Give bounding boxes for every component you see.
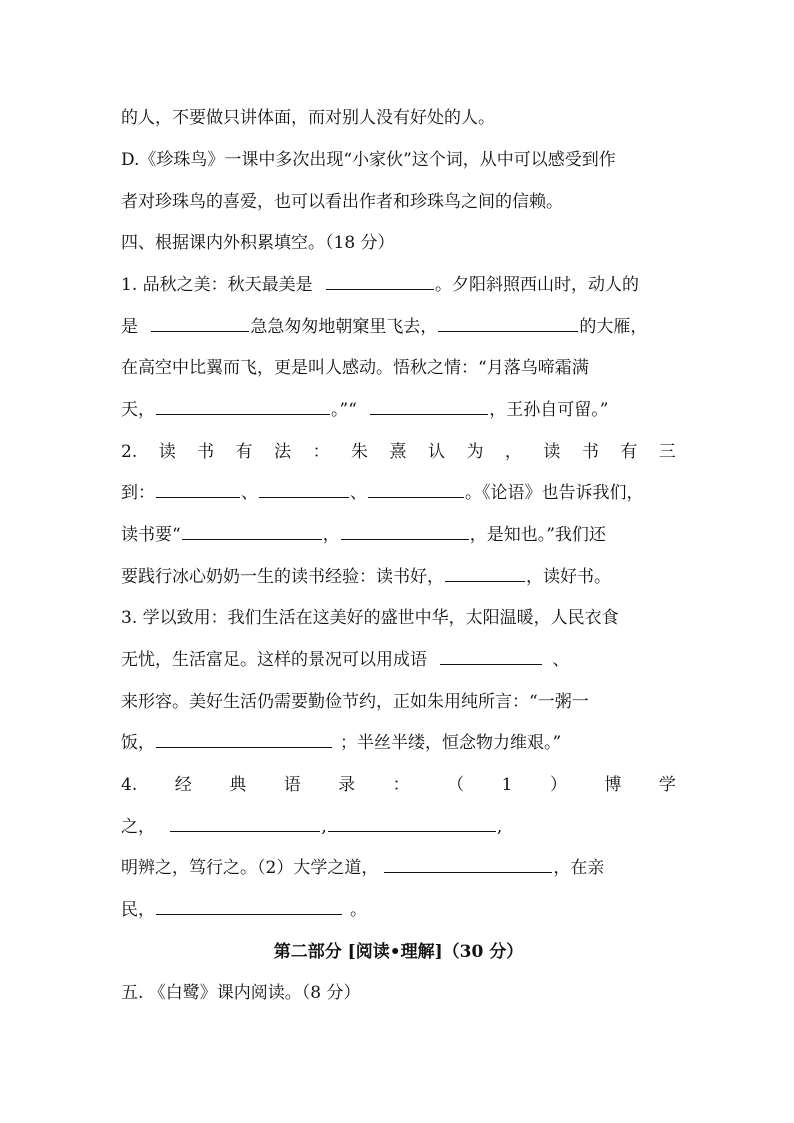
q3-line-1: 3. 学以致用：我们生活在这美好的盛世中华，太阳温暖，人民衣食 <box>121 608 619 628</box>
answer-blank[interactable] <box>438 315 578 332</box>
section-four-heading: 四、根据课内外积累填空。（18 分） <box>121 233 395 253</box>
answer-blank[interactable] <box>445 565 525 582</box>
q4-line-4 <box>121 898 676 922</box>
q4-line-1 <box>121 773 676 797</box>
option-d-line-1: D.《珍珠鸟》一课中多次出现“小家伙”这个词，从中可以感受到作 <box>121 150 616 170</box>
q2-text-b: 、 <box>241 483 258 503</box>
q4-text-a: 之， <box>121 817 155 837</box>
q2-token: 有 <box>620 442 638 462</box>
answer-blank[interactable] <box>440 648 542 665</box>
answer-blank[interactable] <box>384 856 552 873</box>
q2-text-h: 要践行冰心奶奶一生的读书经验：读书好， <box>121 567 444 587</box>
q4-token: 博 <box>604 775 622 795</box>
q1-text-d: 急急匆匆地朝窠里飞去， <box>250 317 438 337</box>
answer-blank[interactable] <box>370 398 488 415</box>
option-d-line-2: 者对珍珠鸟的喜爱，也可以看出作者和珍珠鸟之间的信赖。 <box>121 192 563 212</box>
answer-blank[interactable] <box>156 398 330 415</box>
q2-token: 书 <box>581 442 599 462</box>
q2-text-a: 到： <box>121 483 155 503</box>
q2-token: 三 <box>658 442 676 462</box>
q1-text-a: 1. 品秋之美：秋天最美是 <box>121 275 313 295</box>
q4-token: ： <box>392 775 410 795</box>
answer-blank[interactable] <box>170 815 320 832</box>
q4-token: （ <box>447 775 465 795</box>
answer-blank[interactable] <box>156 731 332 748</box>
q3-line-3: 来形容。美好生活仍需要勤俭节约，正如朱用纯所言：“一粥一 <box>121 692 589 712</box>
q2-text-g: ，是知也。”我们还 <box>469 525 606 545</box>
q2-token: 朱 <box>351 442 369 462</box>
q1-text-b: 。夕阳斜照西山时，动人的 <box>435 275 640 295</box>
text-line: 的人，不要做只讲体面，而对别人没有好处的人。 <box>121 108 495 128</box>
q2-line-3 <box>121 523 676 547</box>
q2-token: ， <box>504 442 522 462</box>
q2-token: 2. <box>121 442 138 462</box>
q3-text-c: 、 <box>552 650 570 670</box>
q3-text-b: 无忧，生活富足。这样的景况可以用成语 <box>121 650 427 670</box>
q3-line-4 <box>121 731 676 755</box>
answer-blank[interactable] <box>328 815 496 832</box>
q2-token: 熹 <box>389 442 407 462</box>
q1-text-c: 是 <box>121 317 138 337</box>
q4-token: 4. <box>121 775 138 795</box>
q2-token: ： <box>312 442 330 462</box>
q1-line-4 <box>121 398 676 422</box>
q2-text-i: ，读好书。 <box>526 567 611 587</box>
q1-line-1 <box>121 273 676 297</box>
answer-blank[interactable] <box>368 481 464 498</box>
q4-token: 经 <box>174 775 192 795</box>
q2-text-e: 读书要“ <box>121 525 181 545</box>
question-five-heading: 五. 《白鹭》课内阅读。（8 分） <box>121 983 361 1003</box>
q1-line-2 <box>121 315 676 339</box>
q4-text-b: , <box>321 817 327 837</box>
q1-line-3: 在高空中比翼而飞，更是叫人感动。悟秋之情：“月落乌啼霜满 <box>121 358 589 378</box>
answer-blank[interactable] <box>156 898 342 915</box>
section-two-heading: 第二部分 [阅读•理解]（30 分） <box>273 942 524 962</box>
q4-token: 语 <box>283 775 301 795</box>
q2-token: 为 <box>466 442 484 462</box>
answer-blank[interactable] <box>326 273 434 290</box>
q2-text-d: 。《论语》也告诉我们， <box>465 483 644 503</box>
q1-text-i: ，王孙自可留。” <box>489 400 609 420</box>
q2-token: 法 <box>274 442 292 462</box>
q3-text-f: ；半丝半缕，恒念物力维艰。” <box>340 733 562 753</box>
answer-blank[interactable] <box>151 315 249 332</box>
q2-line-1 <box>121 440 676 464</box>
answer-blank[interactable] <box>182 523 322 540</box>
answer-blank[interactable] <box>341 523 469 540</box>
q2-token: 读 <box>158 442 176 462</box>
q1-text-e: 的大雁， <box>579 317 648 337</box>
q4-text-f: 民， <box>121 900 155 920</box>
q2-token: 读 <box>543 442 561 462</box>
q4-line-2 <box>121 815 676 839</box>
q4-line-3 <box>121 856 676 880</box>
q1-text-h: 。”“ <box>331 400 357 420</box>
q4-text-g: 。 <box>350 900 367 920</box>
q2-token: 认 <box>427 442 445 462</box>
q3-line-2 <box>121 648 676 672</box>
q4-token: 学 <box>658 775 676 795</box>
q2-text-f: ， <box>322 525 340 545</box>
q4-text-d: 明辨之，笃行之。（2）大学之道， <box>121 858 379 878</box>
q2-text-c: 、 <box>350 483 367 503</box>
q4-token: ） <box>549 775 567 795</box>
q2-token: 有 <box>235 442 253 462</box>
q4-text-c: , <box>496 817 503 837</box>
q4-text-e: ，在亲 <box>553 858 605 878</box>
q2-token: 书 <box>197 442 215 462</box>
q2-line-2 <box>121 481 676 505</box>
q4-token: 录 <box>338 775 356 795</box>
answer-blank[interactable] <box>156 481 240 498</box>
q2-line-4 <box>121 565 676 589</box>
q1-text-g: 天， <box>121 400 155 420</box>
q3-text-e: 饭， <box>121 733 155 753</box>
q4-token: 典 <box>229 775 247 795</box>
answer-blank[interactable] <box>259 481 349 498</box>
q4-token: 1 <box>501 775 513 795</box>
